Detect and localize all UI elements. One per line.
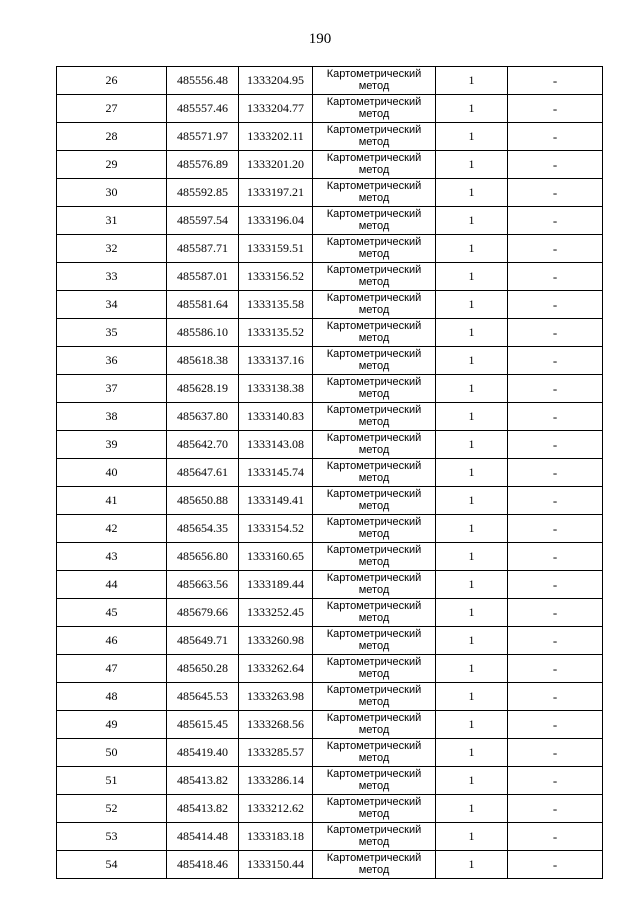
y-coordinate-cell: 1333150.44 xyxy=(239,851,313,879)
note-cell: - xyxy=(508,571,603,599)
accuracy-cell: 1 xyxy=(436,487,508,515)
x-coordinate-cell: 485642.70 xyxy=(167,431,239,459)
table-row xyxy=(57,263,603,291)
method-cell xyxy=(313,515,436,543)
y-coordinate-cell: 1333196.04 xyxy=(239,207,313,235)
y-coordinate-cell: 1333160.65 xyxy=(239,543,313,571)
y-coordinate-cell: 1333252.45 xyxy=(239,599,313,627)
note-cell: - xyxy=(508,515,603,543)
note-cell: - xyxy=(508,207,603,235)
y-coordinate-cell: 1333140.83 xyxy=(239,403,313,431)
y-coordinate-cell: 1333156.52 xyxy=(239,263,313,291)
method-line-1: Картометрический xyxy=(326,544,422,556)
y-coordinate-cell: 1333135.52 xyxy=(239,319,313,347)
accuracy-cell: 1 xyxy=(436,543,508,571)
method-line-1: Картометрический xyxy=(326,740,422,752)
method-line-2: метод xyxy=(358,360,390,372)
point-number-cell: 52 xyxy=(57,795,167,823)
accuracy-cell: 1 xyxy=(436,263,508,291)
point-number-cell: 44 xyxy=(57,571,167,599)
method-line-1: Картометрический xyxy=(326,852,422,864)
y-coordinate-cell: 1333212.62 xyxy=(239,795,313,823)
point-number-cell: 45 xyxy=(57,599,167,627)
method-line-2: метод xyxy=(358,500,390,512)
method-cell xyxy=(313,403,436,431)
method-cell xyxy=(313,711,436,739)
method-line-2: метод xyxy=(358,472,390,484)
method-cell xyxy=(313,655,436,683)
note-cell: - xyxy=(508,347,603,375)
point-number-cell: 53 xyxy=(57,823,167,851)
method-cell xyxy=(313,571,436,599)
note-cell: - xyxy=(508,179,603,207)
table-row xyxy=(57,67,603,95)
y-coordinate-cell: 1333154.52 xyxy=(239,515,313,543)
y-coordinate-cell: 1333268.56 xyxy=(239,711,313,739)
table-row xyxy=(57,543,603,571)
method-line-2: метод xyxy=(358,780,390,792)
method-line-2: метод xyxy=(358,388,390,400)
table-row xyxy=(57,123,603,151)
method-line-1: Картометрический xyxy=(326,824,422,836)
accuracy-cell: 1 xyxy=(436,851,508,879)
method-cell xyxy=(313,151,436,179)
method-cell xyxy=(313,375,436,403)
point-number-cell: 33 xyxy=(57,263,167,291)
method-cell xyxy=(313,487,436,515)
y-coordinate-cell: 1333202.11 xyxy=(239,123,313,151)
point-number-cell: 35 xyxy=(57,319,167,347)
method-line-2: метод xyxy=(358,136,390,148)
y-coordinate-cell: 1333197.21 xyxy=(239,179,313,207)
method-cell xyxy=(313,95,436,123)
method-line-1: Картометрический xyxy=(326,796,422,808)
y-coordinate-cell: 1333262.64 xyxy=(239,655,313,683)
method-line-2: метод xyxy=(358,612,390,624)
accuracy-cell: 1 xyxy=(436,347,508,375)
point-number-cell: 38 xyxy=(57,403,167,431)
accuracy-cell: 1 xyxy=(436,207,508,235)
method-cell xyxy=(313,599,436,627)
method-line-1: Картометрический xyxy=(326,768,422,780)
table-row xyxy=(57,851,603,879)
coordinates-table-body xyxy=(57,67,603,879)
method-line-1: Картометрический xyxy=(326,68,422,80)
note-cell: - xyxy=(508,123,603,151)
method-line-2: метод xyxy=(358,640,390,652)
accuracy-cell: 1 xyxy=(436,823,508,851)
point-number-cell: 46 xyxy=(57,627,167,655)
method-line-1: Картометрический xyxy=(326,180,422,192)
x-coordinate-cell: 485637.80 xyxy=(167,403,239,431)
method-cell xyxy=(313,235,436,263)
note-cell: - xyxy=(508,683,603,711)
note-cell: - xyxy=(508,767,603,795)
method-line-2: метод xyxy=(358,444,390,456)
y-coordinate-cell: 1333286.14 xyxy=(239,767,313,795)
method-line-1: Картометрический xyxy=(326,684,422,696)
accuracy-cell: 1 xyxy=(436,795,508,823)
method-cell xyxy=(313,767,436,795)
table-row xyxy=(57,515,603,543)
point-number-cell: 27 xyxy=(57,95,167,123)
method-cell xyxy=(313,347,436,375)
y-coordinate-cell: 1333137.16 xyxy=(239,347,313,375)
x-coordinate-cell: 485592.85 xyxy=(167,179,239,207)
x-coordinate-cell: 485597.54 xyxy=(167,207,239,235)
method-line-1: Картометрический xyxy=(326,572,422,584)
note-cell: - xyxy=(508,599,603,627)
method-cell xyxy=(313,739,436,767)
page-number: 190 xyxy=(308,31,332,47)
y-coordinate-cell: 1333260.98 xyxy=(239,627,313,655)
table-row xyxy=(57,179,603,207)
x-coordinate-cell: 485649.71 xyxy=(167,627,239,655)
table-row xyxy=(57,627,603,655)
point-number-cell: 39 xyxy=(57,431,167,459)
method-line-1: Картометрический xyxy=(326,96,422,108)
method-cell xyxy=(313,319,436,347)
x-coordinate-cell: 485679.66 xyxy=(167,599,239,627)
point-number-cell: 29 xyxy=(57,151,167,179)
method-cell xyxy=(313,431,436,459)
method-line-1: Картометрический xyxy=(326,320,422,332)
method-line-1: Картометрический xyxy=(326,236,422,248)
x-coordinate-cell: 485581.64 xyxy=(167,291,239,319)
x-coordinate-cell: 485556.48 xyxy=(167,67,239,95)
note-cell: - xyxy=(508,823,603,851)
table-row xyxy=(57,487,603,515)
method-line-1: Картометрический xyxy=(326,432,422,444)
method-line-2: метод xyxy=(358,164,390,176)
accuracy-cell: 1 xyxy=(436,123,508,151)
x-coordinate-cell: 485650.88 xyxy=(167,487,239,515)
x-coordinate-cell: 485576.89 xyxy=(167,151,239,179)
table-row xyxy=(57,207,603,235)
table-row xyxy=(57,655,603,683)
point-number-cell: 48 xyxy=(57,683,167,711)
method-line-1: Картометрический xyxy=(326,264,422,276)
method-cell xyxy=(313,683,436,711)
method-line-2: метод xyxy=(358,276,390,288)
y-coordinate-cell: 1333159.51 xyxy=(239,235,313,263)
y-coordinate-cell: 1333204.77 xyxy=(239,95,313,123)
y-coordinate-cell: 1333138.38 xyxy=(239,375,313,403)
y-coordinate-cell: 1333183.18 xyxy=(239,823,313,851)
point-number-cell: 47 xyxy=(57,655,167,683)
x-coordinate-cell: 485628.19 xyxy=(167,375,239,403)
note-cell: - xyxy=(508,795,603,823)
accuracy-cell: 1 xyxy=(436,739,508,767)
point-number-cell: 30 xyxy=(57,179,167,207)
method-line-1: Картометрический xyxy=(326,600,422,612)
x-coordinate-cell: 485557.46 xyxy=(167,95,239,123)
accuracy-cell: 1 xyxy=(436,375,508,403)
note-cell: - xyxy=(508,263,603,291)
y-coordinate-cell: 1333143.08 xyxy=(239,431,313,459)
note-cell: - xyxy=(508,851,603,879)
point-number-cell: 49 xyxy=(57,711,167,739)
table-row xyxy=(57,823,603,851)
x-coordinate-cell: 485615.45 xyxy=(167,711,239,739)
note-cell: - xyxy=(508,67,603,95)
point-number-cell: 31 xyxy=(57,207,167,235)
method-cell xyxy=(313,123,436,151)
method-line-1: Картометрический xyxy=(326,152,422,164)
point-number-cell: 26 xyxy=(57,67,167,95)
table-row xyxy=(57,711,603,739)
accuracy-cell: 1 xyxy=(436,151,508,179)
accuracy-cell: 1 xyxy=(436,767,508,795)
method-line-2: метод xyxy=(358,192,390,204)
table-row xyxy=(57,431,603,459)
method-line-2: метод xyxy=(358,556,390,568)
method-line-2: метод xyxy=(358,724,390,736)
point-number-cell: 42 xyxy=(57,515,167,543)
method-cell xyxy=(313,543,436,571)
method-cell xyxy=(313,823,436,851)
method-line-2: метод xyxy=(358,416,390,428)
accuracy-cell: 1 xyxy=(436,627,508,655)
point-number-cell: 36 xyxy=(57,347,167,375)
accuracy-cell: 1 xyxy=(436,515,508,543)
accuracy-cell: 1 xyxy=(436,403,508,431)
note-cell: - xyxy=(508,319,603,347)
method-line-2: метод xyxy=(358,752,390,764)
point-number-cell: 54 xyxy=(57,851,167,879)
point-number-cell: 32 xyxy=(57,235,167,263)
accuracy-cell: 1 xyxy=(436,599,508,627)
y-coordinate-cell: 1333204.95 xyxy=(239,67,313,95)
table-row xyxy=(57,151,603,179)
table-row xyxy=(57,599,603,627)
accuracy-cell: 1 xyxy=(436,319,508,347)
accuracy-cell: 1 xyxy=(436,571,508,599)
note-cell: - xyxy=(508,403,603,431)
method-cell xyxy=(313,795,436,823)
method-cell xyxy=(313,67,436,95)
x-coordinate-cell: 485618.38 xyxy=(167,347,239,375)
table-row xyxy=(57,459,603,487)
coordinates-table xyxy=(56,66,603,879)
x-coordinate-cell: 485414.48 xyxy=(167,823,239,851)
method-line-2: метод xyxy=(358,584,390,596)
y-coordinate-cell: 1333189.44 xyxy=(239,571,313,599)
point-number-cell: 51 xyxy=(57,767,167,795)
method-line-1: Картометрический xyxy=(326,628,422,640)
table-row xyxy=(57,291,603,319)
method-line-1: Картометрический xyxy=(326,712,422,724)
x-coordinate-cell: 485663.56 xyxy=(167,571,239,599)
accuracy-cell: 1 xyxy=(436,179,508,207)
point-number-cell: 43 xyxy=(57,543,167,571)
table-row xyxy=(57,683,603,711)
method-line-1: Картометрический xyxy=(326,376,422,388)
method-line-2: метод xyxy=(358,332,390,344)
method-line-1: Картометрический xyxy=(326,208,422,220)
method-line-2: метод xyxy=(358,696,390,708)
accuracy-cell: 1 xyxy=(436,67,508,95)
point-number-cell: 37 xyxy=(57,375,167,403)
method-line-2: метод xyxy=(358,220,390,232)
y-coordinate-cell: 1333135.58 xyxy=(239,291,313,319)
x-coordinate-cell: 485413.82 xyxy=(167,795,239,823)
accuracy-cell: 1 xyxy=(436,95,508,123)
accuracy-cell: 1 xyxy=(436,235,508,263)
method-cell xyxy=(313,459,436,487)
table-row xyxy=(57,235,603,263)
method-cell xyxy=(313,207,436,235)
table-row xyxy=(57,571,603,599)
x-coordinate-cell: 485419.40 xyxy=(167,739,239,767)
method-cell xyxy=(313,627,436,655)
method-line-2: метод xyxy=(358,836,390,848)
y-coordinate-cell: 1333201.20 xyxy=(239,151,313,179)
accuracy-cell: 1 xyxy=(436,683,508,711)
point-number-cell: 34 xyxy=(57,291,167,319)
method-line-2: метод xyxy=(358,528,390,540)
method-line-1: Картометрический xyxy=(326,404,422,416)
table-row xyxy=(57,739,603,767)
note-cell: - xyxy=(508,459,603,487)
note-cell: - xyxy=(508,151,603,179)
x-coordinate-cell: 485650.28 xyxy=(167,655,239,683)
point-number-cell: 28 xyxy=(57,123,167,151)
x-coordinate-cell: 485413.82 xyxy=(167,767,239,795)
x-coordinate-cell: 485587.01 xyxy=(167,263,239,291)
method-line-2: метод xyxy=(358,864,390,876)
x-coordinate-cell: 485656.80 xyxy=(167,543,239,571)
method-cell xyxy=(313,851,436,879)
table-row xyxy=(57,319,603,347)
table-row xyxy=(57,767,603,795)
y-coordinate-cell: 1333145.74 xyxy=(239,459,313,487)
method-line-2: метод xyxy=(358,80,390,92)
point-number-cell: 41 xyxy=(57,487,167,515)
note-cell: - xyxy=(508,711,603,739)
method-cell xyxy=(313,291,436,319)
table-row xyxy=(57,375,603,403)
note-cell: - xyxy=(508,739,603,767)
method-cell xyxy=(313,179,436,207)
x-coordinate-cell: 485645.53 xyxy=(167,683,239,711)
x-coordinate-cell: 485571.97 xyxy=(167,123,239,151)
note-cell: - xyxy=(508,487,603,515)
accuracy-cell: 1 xyxy=(436,711,508,739)
note-cell: - xyxy=(508,95,603,123)
y-coordinate-cell: 1333263.98 xyxy=(239,683,313,711)
x-coordinate-cell: 485647.61 xyxy=(167,459,239,487)
accuracy-cell: 1 xyxy=(436,291,508,319)
method-line-1: Картометрический xyxy=(326,124,422,136)
method-line-1: Картометрический xyxy=(326,460,422,472)
table-row xyxy=(57,403,603,431)
table-row xyxy=(57,347,603,375)
note-cell: - xyxy=(508,375,603,403)
note-cell: - xyxy=(508,291,603,319)
table-row xyxy=(57,795,603,823)
point-number-cell: 40 xyxy=(57,459,167,487)
method-line-1: Картометрический xyxy=(326,292,422,304)
method-line-2: метод xyxy=(358,108,390,120)
accuracy-cell: 1 xyxy=(436,459,508,487)
note-cell: - xyxy=(508,431,603,459)
accuracy-cell: 1 xyxy=(436,655,508,683)
note-cell: - xyxy=(508,655,603,683)
x-coordinate-cell: 485418.46 xyxy=(167,851,239,879)
y-coordinate-cell: 1333149.41 xyxy=(239,487,313,515)
y-coordinate-cell: 1333285.57 xyxy=(239,739,313,767)
method-line-2: метод xyxy=(358,808,390,820)
method-line-1: Картометрический xyxy=(326,516,422,528)
method-line-2: метод xyxy=(358,248,390,260)
x-coordinate-cell: 485654.35 xyxy=(167,515,239,543)
x-coordinate-cell: 485587.71 xyxy=(167,235,239,263)
x-coordinate-cell: 485586.10 xyxy=(167,319,239,347)
note-cell: - xyxy=(508,543,603,571)
note-cell: - xyxy=(508,235,603,263)
table-row xyxy=(57,95,603,123)
method-line-2: метод xyxy=(358,668,390,680)
accuracy-cell: 1 xyxy=(436,431,508,459)
method-line-1: Картометрический xyxy=(326,488,422,500)
point-number-cell: 50 xyxy=(57,739,167,767)
note-cell: - xyxy=(508,627,603,655)
method-cell xyxy=(313,263,436,291)
method-line-1: Картометрический xyxy=(326,656,422,668)
method-line-1: Картометрический xyxy=(326,348,422,360)
method-line-2: метод xyxy=(358,304,390,316)
